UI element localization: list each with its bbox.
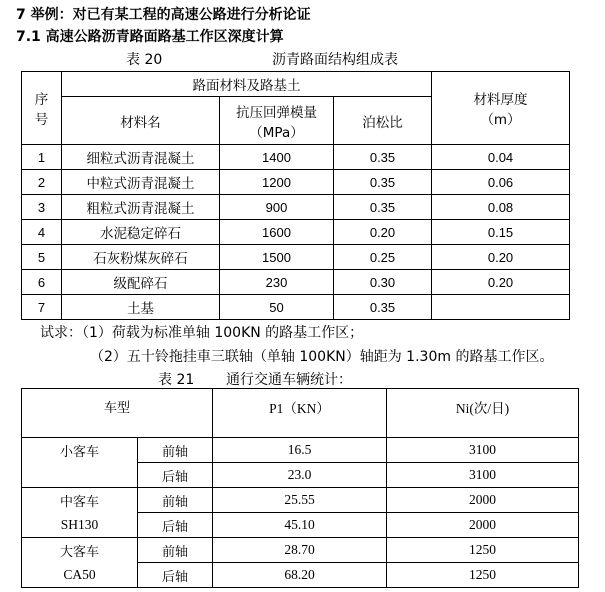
- cell-material: 水泥稳定碎石: [62, 220, 220, 245]
- cell-count: 3100: [387, 438, 579, 463]
- cell-load: 45.10: [213, 513, 387, 538]
- vehicle-model: [22, 463, 138, 488]
- header-seq-line2: 号: [34, 112, 49, 128]
- cell-modulus: 1500: [220, 245, 334, 270]
- table-row: [22, 195, 570, 220]
- vehicle-name: 中客车: [22, 488, 138, 513]
- header-thickness-line1: 材料厚度: [473, 92, 528, 108]
- table-row: [22, 270, 570, 295]
- cell-count: 1250: [387, 538, 579, 563]
- cell-modulus: 1600: [220, 220, 334, 245]
- cell-seq: 5: [22, 245, 62, 270]
- table-row: [22, 220, 570, 245]
- cell-load: 23.0: [213, 463, 387, 488]
- header-material: 材料名: [62, 97, 220, 145]
- cell-count: 1250: [387, 563, 579, 588]
- cell-seq: 2: [22, 170, 62, 195]
- cell-poisson: 0.25: [334, 245, 432, 270]
- cell-material: 粗粒式沥青混凝土: [62, 195, 220, 220]
- header-load: P1（KN）: [213, 389, 387, 438]
- cell-material: 土基: [62, 295, 220, 320]
- table-row: [22, 513, 579, 538]
- header-poisson: 泊松比: [334, 97, 432, 145]
- cell-material: 细粒式沥青混凝土: [62, 145, 220, 170]
- cell-material: 中粒式沥青混凝土: [62, 170, 220, 195]
- vehicle-name: 小客车: [22, 438, 138, 463]
- header-modulus-line2: （MPa）: [249, 124, 304, 141]
- cell-axle: 后轴: [138, 563, 213, 588]
- cell-thickness: 0.06: [432, 170, 570, 195]
- question-2: （2）五十铃拖挂車三联轴（单轴 100KN）轴距为 1.30m 的路基工作区。: [90, 349, 554, 365]
- cell-count: 3100: [387, 463, 579, 488]
- structure-table: [21, 71, 570, 320]
- cell-axle: 前轴: [138, 538, 213, 563]
- cell-modulus: 900: [220, 195, 334, 220]
- table2-caption-label: 表 21: [158, 372, 195, 388]
- table-row: [22, 438, 579, 463]
- table-row: [22, 295, 570, 320]
- cell-poisson: 0.35: [334, 195, 432, 220]
- cell-load: 68.20: [213, 563, 387, 588]
- example-heading: 7 举例：对已有某工程的高速公路进行分析论证: [16, 7, 311, 23]
- header-vehicle-type: 车型: [22, 389, 213, 438]
- header-seq-line1: 序: [34, 92, 49, 108]
- cell-axle: 前轴: [138, 438, 213, 463]
- cell-modulus: 1400: [220, 145, 334, 170]
- table1-caption-title: 沥青路面结构组成表: [272, 52, 398, 68]
- cell-thickness: 0.04: [432, 145, 570, 170]
- header-modulus: [220, 97, 334, 145]
- cell-count: 2000: [387, 488, 579, 513]
- cell-material: 级配碎石: [62, 270, 220, 295]
- header-seq: [22, 72, 62, 145]
- table2-caption-title: 通行交通车辆统计：: [226, 372, 352, 388]
- cell-thickness: 0.08: [432, 195, 570, 220]
- cell-modulus: 50: [220, 295, 334, 320]
- cell-seq: 7: [22, 295, 62, 320]
- cell-seq: 1: [22, 145, 62, 170]
- table-row: [22, 170, 570, 195]
- cell-thickness: 0.15: [432, 220, 570, 245]
- cell-axle: 前轴: [138, 488, 213, 513]
- cell-material: 石灰粉煤灰碎石: [62, 245, 220, 270]
- cell-thickness: 0.20: [432, 270, 570, 295]
- vehicle-table: [21, 388, 579, 588]
- vehicle-model: CA50: [22, 563, 138, 588]
- cell-load: 28.70: [213, 538, 387, 563]
- vehicle-name: 大客车: [22, 538, 138, 563]
- cell-thickness: 0.20: [432, 245, 570, 270]
- cell-poisson: 0.30: [334, 270, 432, 295]
- table-row: [22, 463, 579, 488]
- cell-load: 16.5: [213, 438, 387, 463]
- cell-seq: 3: [22, 195, 62, 220]
- cell-poisson: 0.35: [334, 170, 432, 195]
- table-row: [22, 538, 579, 563]
- table-row: [22, 145, 570, 170]
- header-thickness: [432, 72, 570, 145]
- cell-modulus: 230: [220, 270, 334, 295]
- table-row: [22, 563, 579, 588]
- section-heading: 7.1 高速公路沥青路面路基工作区深度计算: [16, 29, 284, 45]
- header-group: 路面材料及路基土: [62, 72, 432, 97]
- table1-caption-label: 表 20: [126, 52, 163, 68]
- table-row: [22, 245, 570, 270]
- cell-count: 2000: [387, 513, 579, 538]
- cell-poisson: 0.20: [334, 220, 432, 245]
- cell-thickness: [432, 295, 570, 320]
- question-1: 试求：（1）荷载为标准单轴 100KN 的路基工作区；: [40, 325, 364, 341]
- cell-poisson: 0.35: [334, 145, 432, 170]
- table-row: [22, 488, 579, 513]
- cell-seq: 4: [22, 220, 62, 245]
- header-thickness-line2: （m）: [480, 112, 521, 128]
- cell-load: 25.55: [213, 488, 387, 513]
- cell-axle: 后轴: [138, 463, 213, 488]
- cell-modulus: 1200: [220, 170, 334, 195]
- vehicle-model: SH130: [22, 513, 138, 538]
- cell-axle: 后轴: [138, 513, 213, 538]
- cell-seq: 6: [22, 270, 62, 295]
- header-count: Ni(次/日): [387, 389, 579, 438]
- header-modulus-line1: 抗压回弹模量: [236, 104, 317, 121]
- cell-poisson: 0.35: [334, 295, 432, 320]
